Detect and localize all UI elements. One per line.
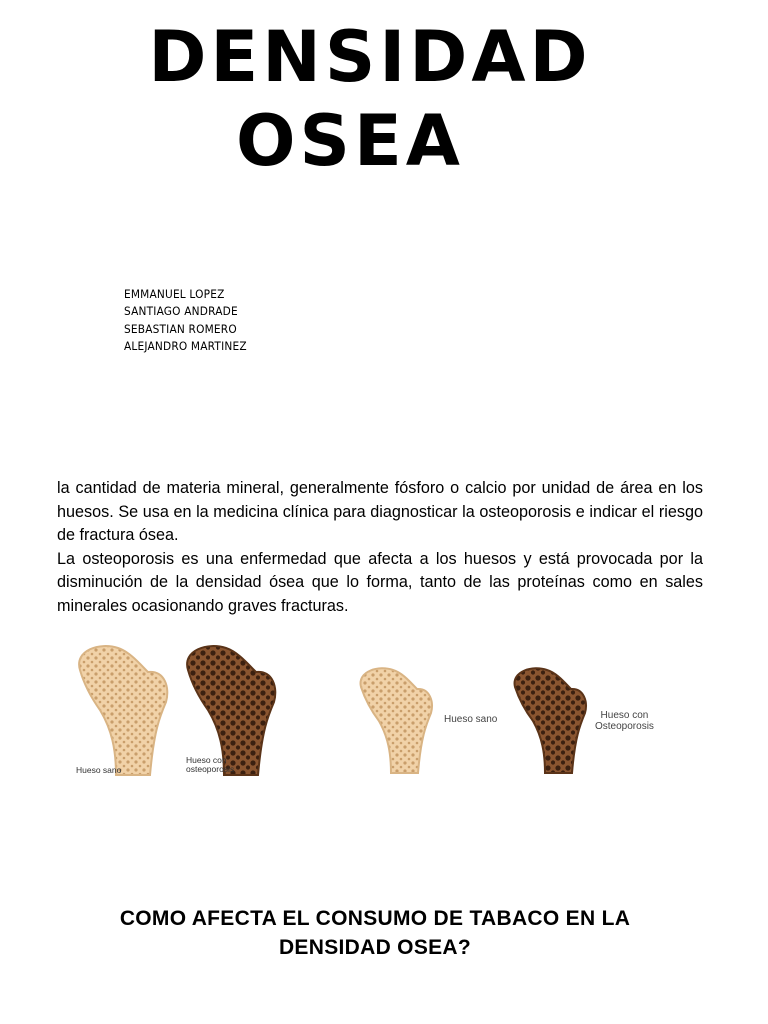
- author-list: [124, 286, 247, 355]
- author-name: ALEJANDRO MARTINEZ: [124, 338, 247, 353]
- osteoporosis-bone-label: [595, 711, 654, 732]
- title-line-2: OSEA: [236, 100, 464, 182]
- title-line-1: DENSIDAD: [148, 16, 592, 98]
- question-line: COMO AFECTA EL CONSUMO DE TABACO EN LA: [119, 907, 631, 930]
- osteoporosis-label-line: osteoporosis: [186, 763, 235, 774]
- healthy-bone-label: Hueso sano: [444, 714, 498, 725]
- healthy-bone-label: Hueso sano: [76, 765, 122, 775]
- paragraph-definition: la cantidad de materia mineral, generalmente fósforo o calcio por unidad de área en los huesos. Se usa en la medicina clínica para diagnosticar la osteoporosis e indicar el riesgo de fractura ósea.: [57, 479, 703, 544]
- healthy-bone-image: [361, 668, 432, 773]
- healthy-bone-image: [79, 646, 167, 775]
- author-name: SEBASTIAN ROMERO: [124, 321, 237, 336]
- author-name: EMMANUEL LOPEZ: [124, 287, 225, 301]
- author-name: SANTIAGO ANDRADE: [124, 304, 238, 319]
- osteoporosis-label-line: Hueso con: [186, 755, 227, 765]
- question-line: DENSIDAD OSEA?: [278, 936, 472, 959]
- osteoporosis-label-line: Hueso con: [600, 710, 649, 721]
- question-heading: [40, 904, 710, 962]
- osteoporosis-label-line: Osteoporosis: [595, 720, 654, 732]
- paragraph-osteoporosis: La osteoporosis es una enfermedad que afecta a los huesos y está provocada por la disminución de la densidad ósea que lo forma, tanto de las proteínas como en sales minerales ocasionando graves fracturas.: [57, 549, 703, 615]
- body-text: [57, 477, 703, 618]
- osteoporosis-bone-image: [515, 668, 586, 773]
- osteoporosis-bone-label: [186, 756, 234, 774]
